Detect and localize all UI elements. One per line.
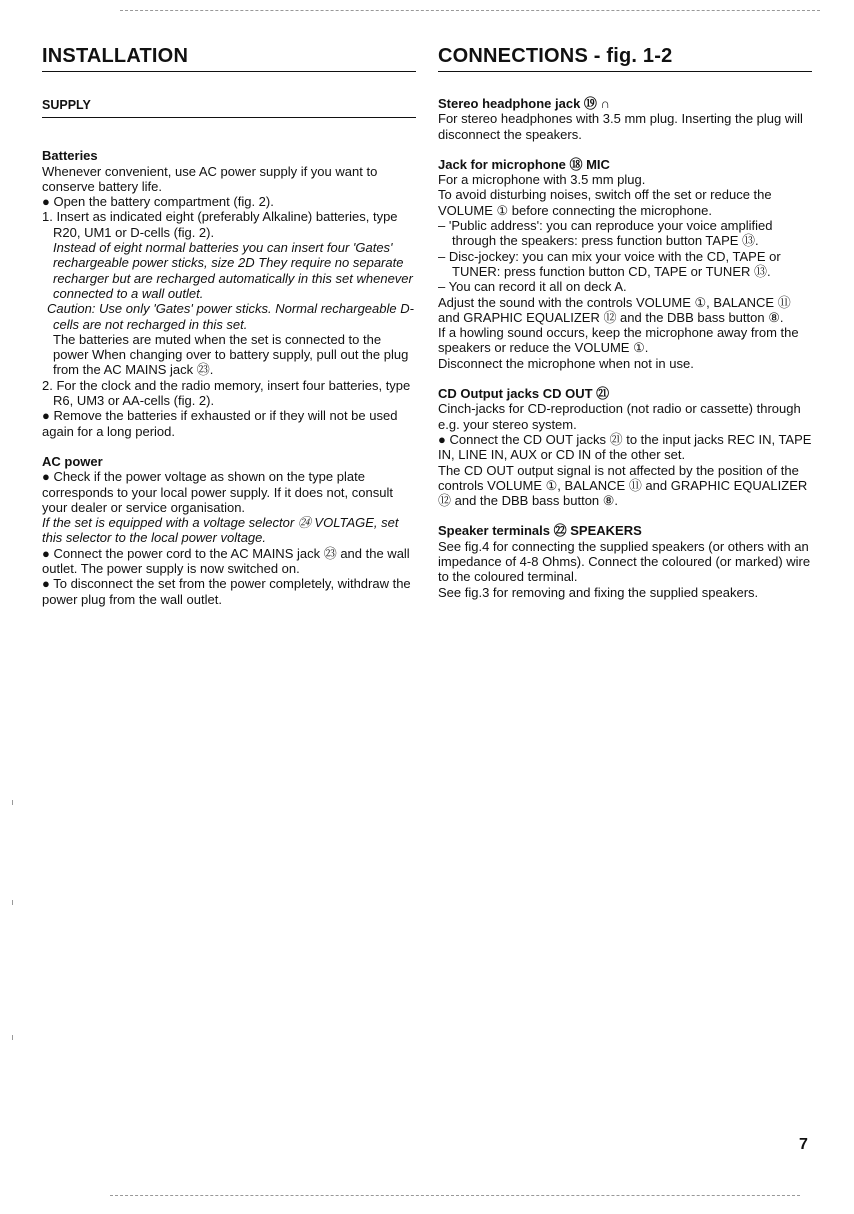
installation-heading: INSTALLATION	[42, 44, 416, 72]
batteries-intro: Whenever convenient, use AC power supply if you want to conserve battery life.	[42, 163, 378, 194]
margin-mark	[12, 1035, 13, 1040]
connections-heading: CONNECTIONS - fig. 1-2	[438, 44, 812, 72]
batteries-step-2: 2. For the clock and the radio memory, insert four batteries, type R6, UM3 or AA-cells (fig. 2).	[42, 377, 411, 409]
batteries-muted-note: The batteries are muted when the set is connected to the power When changing over to battery supply, pull out the plug from the AC MAINS jack ㉓.	[53, 331, 409, 378]
ac-power-bullet-3: ● To disconnect the set from the power completely, withdraw the power plug from the wall outlet.	[42, 576, 411, 607]
ac-power-bullet-1: ● Check if the power voltage as shown on the type plate corresponds to your local power supply. If it does not, consult your dealer or service organisation.	[42, 469, 393, 515]
ac-power-heading: AC power	[42, 453, 103, 469]
microphone-dash-1: – 'Public address': you can reproduce your voice amplified through the speakers: press function button TAPE ⑬.	[438, 218, 773, 249]
headphone-heading: Stereo headphone jack ⑲ ∩	[438, 96, 610, 111]
batteries-step-1-note: Instead of eight normal batteries you can insert four 'Gates' rechargeable power sticks, size 2D They require no separate recharger but are recharged automatically in this set whenever connected to a wall outlet.	[53, 240, 413, 301]
microphone-dash-3: – You can record it all on deck A.	[438, 279, 627, 295]
batteries-heading: Batteries	[42, 148, 98, 164]
speakers-p2: See fig.3 for removing and fixing the supplied speakers.	[438, 584, 759, 600]
connections-column	[438, 44, 812, 600]
microphone-p2: To avoid disturbing noises, switch off the set or reduce the VOLUME ① before connecting the microphone.	[438, 187, 772, 218]
batteries-caution: Caution: Use only 'Gates' power sticks. Normal rechargeable D-cells are not recharged in this set.	[47, 301, 414, 332]
batteries-bullet-1: ● Open the battery compartment (fig. 2).	[42, 194, 274, 210]
microphone-heading: Jack for microphone ⑱ MIC	[438, 156, 610, 172]
cd-out-heading: CD Output jacks CD OUT ㉑	[438, 386, 610, 402]
microphone-p5: Disconnect the microphone when not in use.	[438, 355, 694, 371]
batteries-step-1: 1. Insert as indicated eight (preferably Alkaline) batteries, type R20, UM1 or D-cells (fig. 2).	[42, 209, 398, 240]
margin-mark	[12, 800, 13, 805]
ac-power-bullet-2: ● Connect the power cord to the AC MAINS jack ㉓ and the wall outlet. The power supply is now switched on.	[42, 545, 410, 577]
installation-column	[42, 44, 416, 607]
speakers-p1: See fig.4 for connecting the supplied speakers (or others with an impedance of 4-8 Ohms). Connect the coloured (or marked) wire to the coloured terminal.	[438, 538, 811, 585]
ac-power-voltage-note: If the set is equipped with a voltage selector ㉔ VOLTAGE, set this selector to the local power voltage.	[42, 515, 399, 546]
cd-out-p2: The CD OUT output signal is not affected by the position of the controls VOLUME ①, BALANCE ⑪ and GRAPHIC EQUALIZER ⑫ and the DBB bass button ⑧.	[438, 462, 808, 509]
page-number: 7	[799, 1136, 808, 1153]
microphone-p1: For a microphone with 3.5 mm plug.	[438, 172, 646, 188]
cd-out-bullet: ● Connect the CD OUT jacks ㉑ to the input jacks REC IN, TAPE IN, LINE IN, AUX or CD IN of the other set.	[438, 431, 812, 463]
microphone-p3: Adjust the sound with the controls VOLUME ①, BALANCE ⑪ and GRAPHIC EQUALIZER ⑫ and the DBB bass button ⑧.	[438, 294, 791, 325]
scan-artifact-top	[120, 10, 820, 11]
microphone-p4: If a howling sound occurs, keep the microphone away from the speakers or reduce the VOLUME ①.	[438, 325, 799, 356]
speakers-heading: Speaker terminals ㉒ SPEAKERS	[438, 523, 642, 539]
margin-mark	[12, 900, 13, 905]
scan-artifact-bottom	[110, 1195, 800, 1196]
cd-out-p1: Cinch-jacks for CD-reproduction (not radio or cassette) through e.g. your stereo system.	[438, 401, 801, 432]
supply-heading: SUPPLY	[42, 98, 416, 118]
headphone-text: For stereo headphones with 3.5 mm plug. Inserting the plug will disconnect the speakers.	[438, 111, 803, 142]
microphone-dash-2: – Disc-jockey: you can mix your voice with the CD, TAPE or TUNER: press function button CD, TAPE or TUNER ⑬.	[438, 248, 781, 279]
batteries-bullet-2: ● Remove the batteries if exhausted or if they will not be used again for a long period.	[42, 408, 398, 439]
